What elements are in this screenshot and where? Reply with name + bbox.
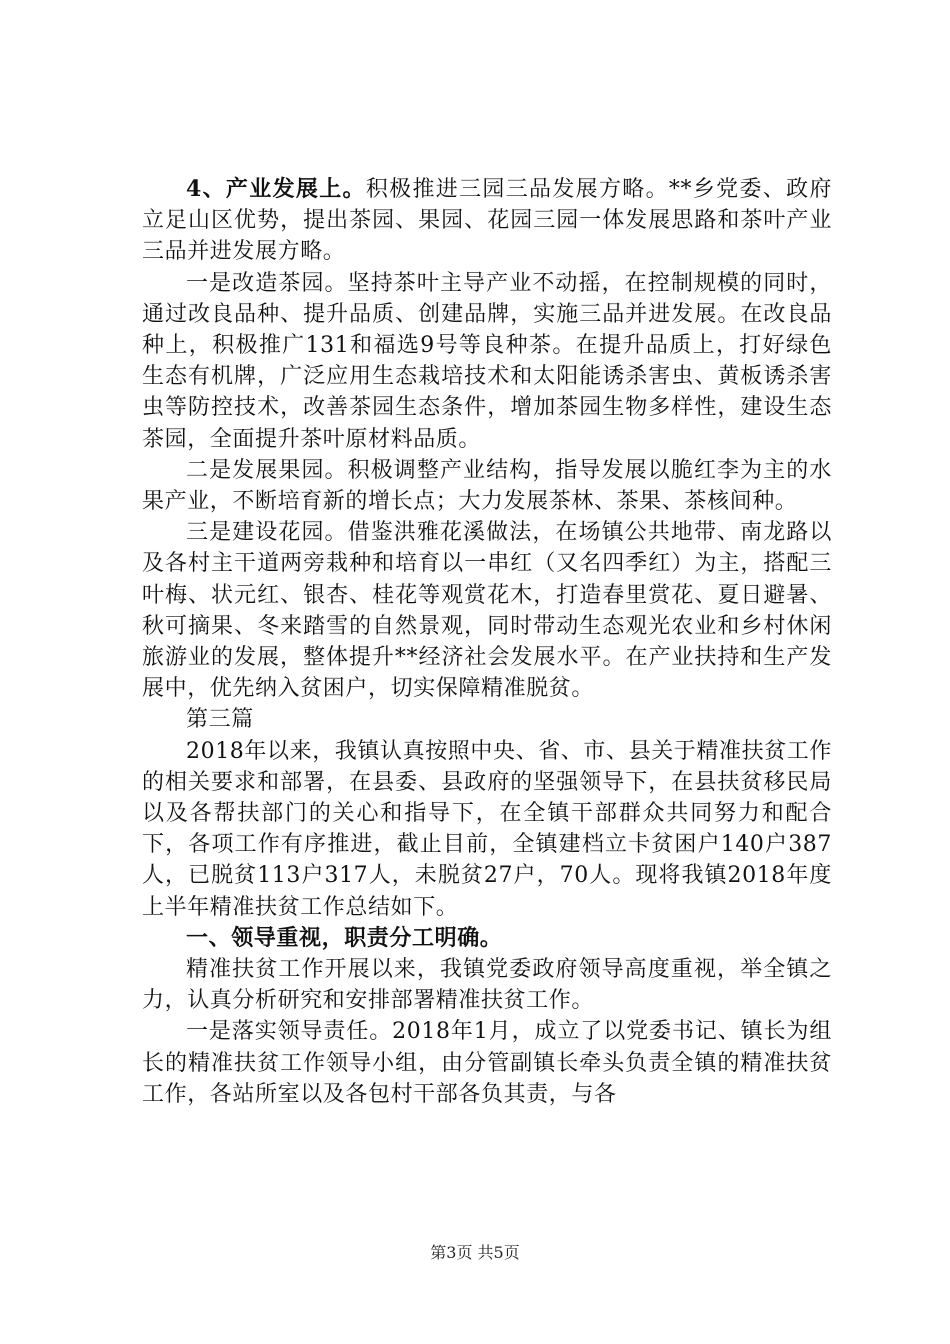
section-heading-leadership: 一、领导重视，职责分工明确。 — [186, 924, 503, 951]
paragraph-leadership: 精准扶贫工作开展以来，我镇党委政府领导高度重视，举全镇之力，认真分析研究和安排部署精准扶贫工作。 — [142, 957, 832, 1014]
chapter-title: 第三篇 — [186, 707, 254, 733]
paragraph-text: 积极推进三园三品发展方略。**乡党委、政府立足山区优势，提出茶园、果园、花园三园一体发展思路和茶叶产业三品并进发展方略。 — [142, 177, 832, 265]
section-heading-industry: 4、产业发展上。 — [186, 176, 366, 202]
paragraph-flower-garden: 三是建设花园。借鉴洪雅花溪做法，在场镇公共地带、南龙路以及各村主干道两旁栽种和培育以一串红（又名四季红）为主，搭配三叶梅、状元红、银杏、桂花等观赏花木，打造春里赏花、夏日避暑、秋可摘果、冬来踏雪的自然景观，同时带动生态观光农业和乡村休闲旅游业的发展，整体提升**经济社会发展水平。在产业扶持和生产发展中，优先纳入贫困户，切实保障精准脱贫。 — [142, 520, 832, 702]
paragraph-summary-intro: 2018年以来，我镇认真按照中央、省、市、县关于精准扶贫工作的相关要求和部署，在县委、县政府的坚强领导下，在县扶贫移民局以及各帮扶部门的关心和指导下，在全镇干部群众共同努力和配合下，各项工作有序推进，截止目前，全镇建档立卡贫困户140户387人，已脱贫113户317人，未脱贫27户，70人。现将我镇2018年度上半年精准扶贫工作总结如下。 — [142, 738, 832, 920]
paragraph-orchard: 二是发展果园。积极调整产业结构，指导发展以脆红李为主的水果产业，不断培育新的增长点；大力发展茶林、茶果、茶核间种。 — [142, 457, 832, 515]
paragraph-tea-garden: 一是改造茶园。坚持茶叶主导产业不动摇，在控制规模的同时，通过改良品种、提升品质、创建品牌，实施三品并进发展。在改良品种上，积极推广131和福选9号等良种茶。在提升品质上，打好绿色生态有机牌，广泛应用生态栽培技术和太阳能诱杀害虫、黄板诱杀害虫等防控技术，改善茶园生态条件，增加茶园生物多样性，建设生态茶园，全面提升茶叶原材料品质。 — [142, 270, 832, 452]
paragraph-responsibility: 一是落实领导责任。2018年1月，成立了以党委书记、镇长为组长的精准扶贫工作领导小组，由分管副镇长牵头负责全镇的精准扶贫工作，各站所室以及各包村干部各负其责，与各 — [142, 1019, 832, 1107]
page-number-footer: 第3页 共5页 — [430, 1243, 520, 1262]
document-body — [142, 174, 832, 1110]
paragraph-industry-development — [142, 174, 832, 268]
